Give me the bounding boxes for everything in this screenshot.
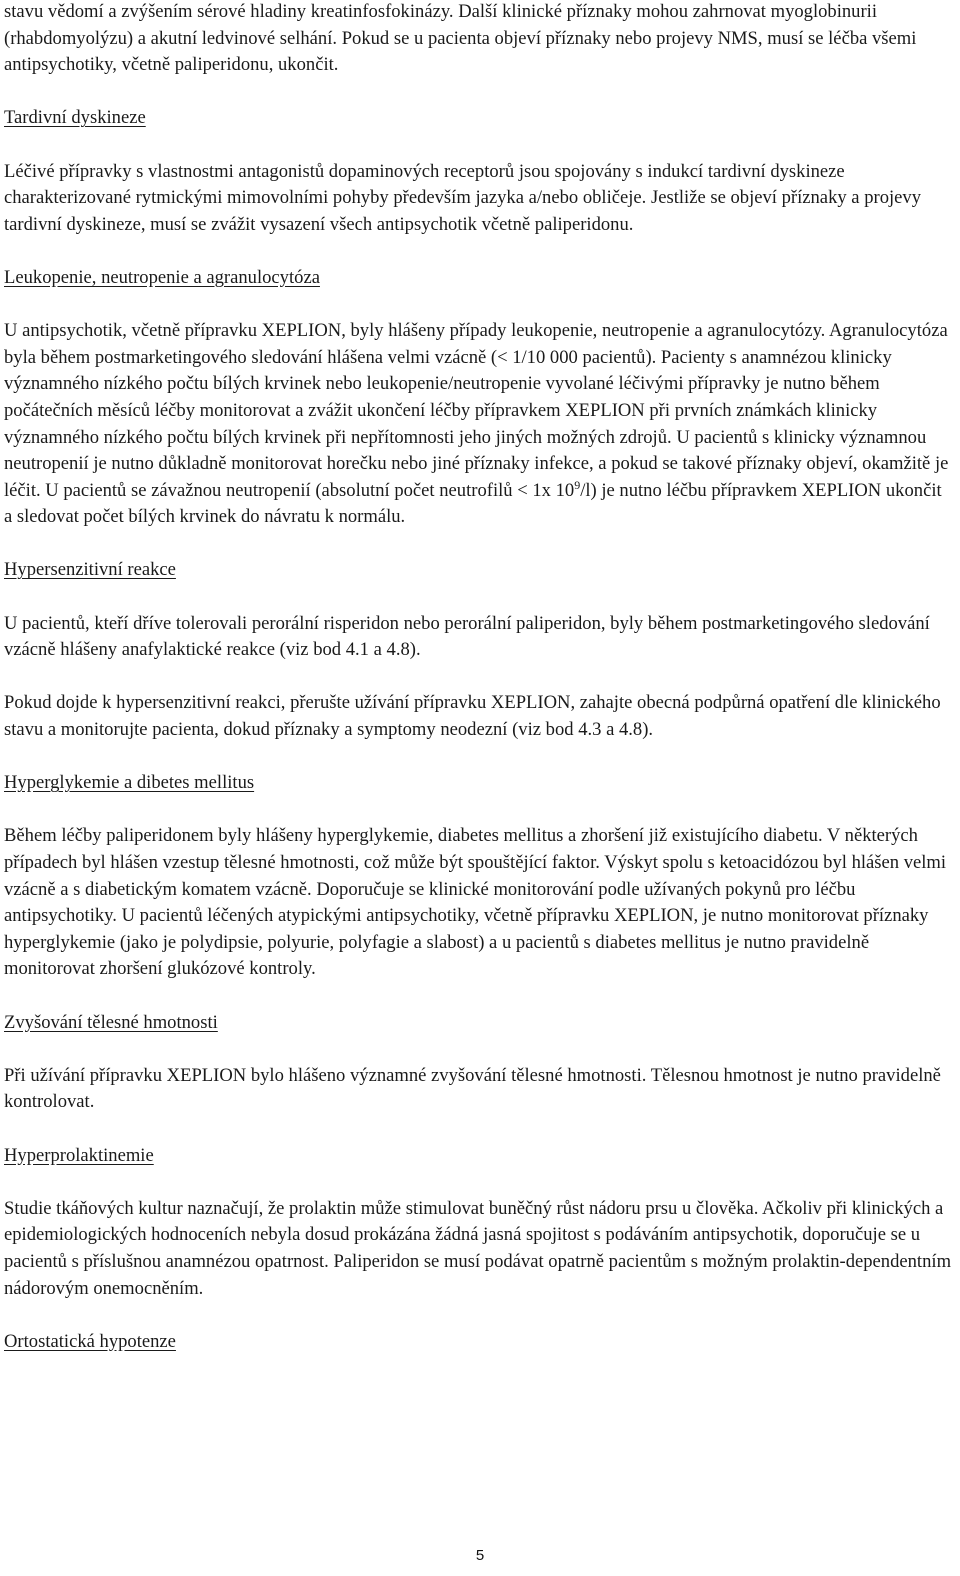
page-number: 5: [475, 1547, 485, 1564]
heading-orthostatic-hypotension: Ortostatická hypotenze: [4, 1330, 176, 1352]
leukopenia-text-part-1: U antipsychotik, včetně přípravku XEPLION, byly hlášeny případy leukopenie, neutropenie a agranulocytózy. Agranulocytóza byla během postmarketingového sledování hlášena velmi vzácně (< 1/10 000 pacientů). Pacienty s anamnézou klinicky významného nízkého počtu bílých krvinek nebo leukopenie/neutropenie vyvolané léčivými přípravky je nutno během počátečních měsíců léčby monitorovat a zvážit ukončení léčby přípravkem XEPLION při prvních známkách klinicky významného nízkého počtu bílých krvinek při nepřítomnosti jeho jiných možných zdrojů. U pacientů s klinicky významnou neutropenií je nutno důkladně monitorovat horečku nebo jiné příznaky infekce, a pokud se takové příznaky objeví, okamžitě je léčit. U pacientů se závažnou neutropenií (absolutní počet neutrofilů < 1x 10: [4, 320, 949, 501]
paragraph-tardive-dyskinesia: Léčivé přípravky s vlastnostmi antagonistů dopaminových receptorů jsou spojovány s indukcí tardivní dyskineze charakterizované rytmickými mimovolními pohyby především jazyka a/nebo obličeje. Jestliže se objeví příznaky a projevy tardivní dyskineze, musí se zvážit vysazení všech antipsychotik včetně paliperidonu.: [4, 160, 922, 235]
paragraph-leukopenia: [4, 318, 952, 531]
heading-leukopenia: Leukopenie, neutropenie a agranulocytóza: [4, 266, 320, 288]
exponent-superscript: 9: [574, 477, 581, 492]
intro-paragraph: stavu vědomí a zvýšením sérové hladiny kreatinfosfokinázy. Další klinické příznaky mohou zahrnovat myoglobinurii (rhabdomyolýzu) a akutní ledvinové selhání. Pokud se u pacienta objeví příznaky nebo projevy NMS, musí se léčba všemi antipsychotiky, včetně paliperidonu, ukončit.: [4, 1, 917, 76]
leukopenia-text-part-2: /l) je nutno léčbu přípravkem XEPLION ukončit a sledovat počet bílých krvinek do návratu k normálu.: [4, 479, 942, 528]
heading-tardive-dyskinesia: Tardivní dyskineze: [4, 107, 146, 129]
heading-weight-gain: Zvyšování tělesné hmotnosti: [4, 1011, 218, 1033]
paragraph-hypersensitivity-2: Pokud dojde k hypersenzitivní reakci, přerušte užívání přípravku XEPLION, zahajte obecná podpůrná opatření dle klinického stavu a monitorujte pacienta, dokud příznaky a symptomy neodezní (viz bod 4.3 a 4.8).: [4, 692, 941, 741]
heading-hyperprolactinemia: Hyperprolaktinemie: [4, 1144, 154, 1166]
heading-hyperglycemia: Hyperglykemie a dibetes mellitus: [4, 772, 255, 794]
heading-hypersensitivity: Hypersenzitivní reakce: [4, 559, 176, 581]
paragraph-hyperglycemia: Během léčby paliperidonem byly hlášeny hyperglykemie, diabetes mellitus a zhoršení již existujícího diabetu. V některých případech byl hlášen vzestup tělesné hmotnosti, což může být spouštějící faktor. Výskyt spolu s ketoacidózou byl hlášen velmi vzácně a s diabetickým komatem vzácně. Doporučuje se klinické monitorování podle užívaných pokynů pro léčbu antipsychotiky. U pacientů léčených atypickými antipsychotiky, včetně přípravku XEPLION, je nutno monitorovat příznaky hyperglykemie (jako je polydipsie, polyurie, polyfagie a slabost) a u pacientů s diabetes mellitus je nutno pravidelně monitorovat zhoršení glukózové kontroly.: [4, 825, 947, 980]
document-page: [4, 0, 952, 1355]
paragraph-weight-gain: Při užívání přípravku XEPLION bylo hlášeno významné zvyšování tělesné hmotnosti. Tělesnou hmotnost je nutno pravidelně kontrolovat.: [4, 1064, 941, 1113]
paragraph-hyperprolactinemia: Studie tkáňových kultur naznačují, že prolaktin může stimulovat buněčný růst nádoru prsu u člověka. Ačkoliv při klinických a epidemiologických hodnoceních nebyla dosud prokázána žádná jasná spojitost s podáváním antipsychotik, doporučuje se u pacientů s příslušnou anamnézou opatrnost. Paliperidon se musí podávat opatrně pacientům s možným prolaktin-dependentním nádorovým onemocněním.: [4, 1197, 952, 1299]
paragraph-hypersensitivity-1: U pacientů, kteří dříve tolerovali perorální risperidon nebo perorální paliperidon, byly během postmarketingového sledování vzácně hlášeny anafylaktické reakce (viz bod 4.1 a 4.8).: [4, 612, 930, 661]
